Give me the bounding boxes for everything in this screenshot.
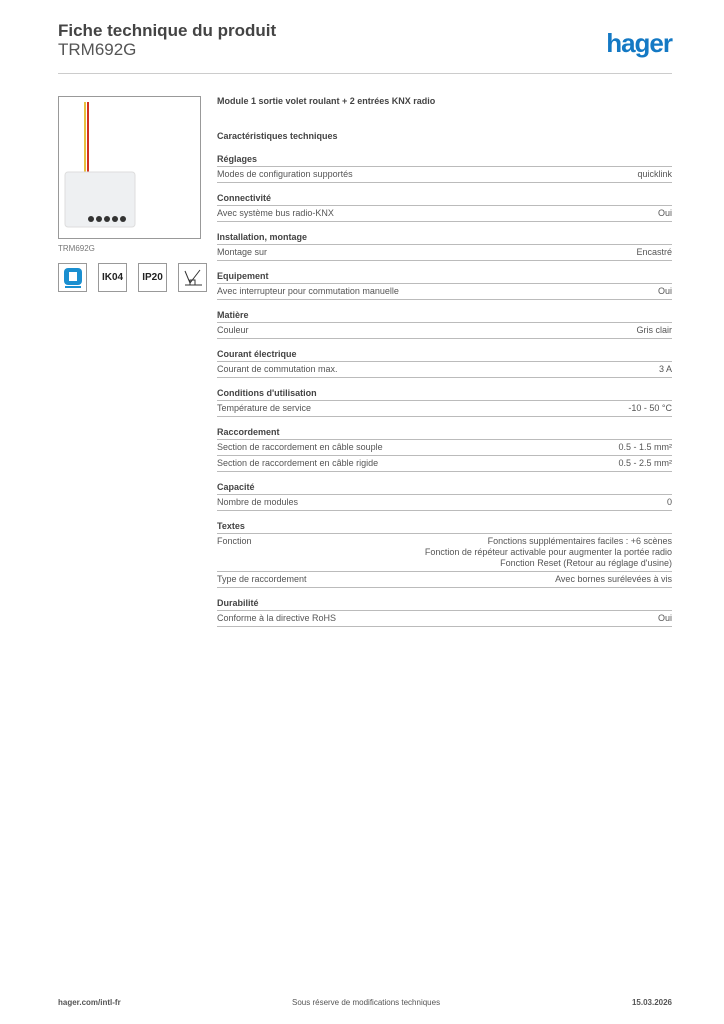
spec-section bbox=[217, 520, 672, 588]
spec-row bbox=[217, 401, 672, 417]
section-heading: Textes bbox=[217, 520, 672, 534]
spec-value: Fonctions supplémentaires faciles : +6 scènes Fonction de répéteur activable pour augmenter la portée radio Fonction Reset (Retour au réglage d'usine) bbox=[424, 536, 672, 568]
spec-section bbox=[217, 426, 672, 472]
spec-value: 0 bbox=[666, 497, 672, 507]
spec-label: Type de raccordement bbox=[217, 574, 307, 584]
spec-value: 0.5 - 2.5 mm² bbox=[618, 458, 672, 468]
spec-value: Avec bornes surélevées à vis bbox=[555, 574, 672, 584]
image-caption: TRM692G bbox=[58, 244, 95, 253]
spec-value: Gris clair bbox=[636, 325, 672, 335]
spec-section bbox=[217, 481, 672, 511]
installation-icon bbox=[178, 263, 207, 292]
spec-label: Montage sur bbox=[217, 247, 268, 257]
product-image bbox=[58, 96, 201, 239]
spec-row bbox=[217, 495, 672, 511]
product-code: TRM692G bbox=[58, 40, 137, 59]
footer-notice: Sous réserve de modifications techniques bbox=[292, 998, 441, 1007]
section-heading: Capacité bbox=[217, 481, 672, 495]
product-illustration bbox=[59, 97, 200, 238]
spec-section bbox=[217, 348, 672, 378]
section-heading: Raccordement bbox=[217, 426, 672, 440]
spec-value: Oui bbox=[657, 286, 672, 296]
website-link[interactable]: hager.com/intl-fr bbox=[58, 998, 121, 1007]
spec-label: Section de raccordement en câble rigide bbox=[217, 458, 379, 468]
spec-label: Conforme à la directive RoHS bbox=[217, 613, 337, 623]
spec-row bbox=[217, 572, 672, 588]
spec-label: Avec système bus radio-KNX bbox=[217, 208, 334, 218]
spec-row bbox=[217, 362, 672, 378]
spec-label: Fonction bbox=[217, 536, 252, 546]
spec-value: quicklink bbox=[637, 169, 672, 179]
spec-label: Avec interrupteur pour commutation manuelle bbox=[217, 286, 399, 296]
quicklink-icon bbox=[58, 263, 87, 292]
section-heading: Matière bbox=[217, 309, 672, 323]
spec-label: Section de raccordement en câble souple bbox=[217, 442, 383, 452]
spec-row bbox=[217, 206, 672, 222]
section-heading: Réglages bbox=[217, 153, 672, 167]
section-heading: Equipement bbox=[217, 270, 672, 284]
spec-label: Couleur bbox=[217, 325, 249, 335]
spec-row bbox=[217, 323, 672, 339]
spec-section bbox=[217, 309, 672, 339]
spec-section bbox=[217, 192, 672, 222]
spec-row bbox=[217, 534, 672, 572]
hager-logo: hager bbox=[606, 28, 672, 58]
section-heading: Courant électrique bbox=[217, 348, 672, 362]
spec-section bbox=[217, 270, 672, 300]
footer-date: 15.03.2026 bbox=[631, 998, 672, 1007]
spec-row bbox=[217, 611, 672, 627]
section-heading: Durabilité bbox=[217, 597, 672, 611]
section-heading: Connectivité bbox=[217, 192, 672, 206]
spec-row bbox=[217, 284, 672, 300]
spec-section bbox=[217, 597, 672, 627]
spec-value: -10 - 50 °C bbox=[628, 403, 672, 413]
section-heading: Conditions d'utilisation bbox=[217, 387, 672, 401]
spec-value: Oui bbox=[657, 208, 672, 218]
spec-row bbox=[217, 245, 672, 261]
ip20-badge: IP20 bbox=[138, 263, 167, 292]
spec-row bbox=[217, 440, 672, 456]
page-title: Fiche technique du produit bbox=[58, 21, 277, 40]
spec-label: Température de service bbox=[217, 403, 312, 413]
ik04-badge: IK04 bbox=[98, 263, 127, 292]
spec-value: 3 A bbox=[658, 364, 672, 374]
spec-section bbox=[217, 231, 672, 261]
characteristics bbox=[217, 96, 672, 636]
spec-row bbox=[217, 167, 672, 183]
product-description: Module 1 sortie volet roulant + 2 entrées KNX radio bbox=[217, 96, 436, 106]
spec-section bbox=[217, 153, 672, 183]
characteristics-title: Caractéristiques techniques bbox=[217, 131, 338, 141]
spec-section bbox=[217, 387, 672, 417]
divider bbox=[58, 73, 672, 74]
spec-value: 0.5 - 1.5 mm² bbox=[618, 442, 672, 452]
spec-value: Encastré bbox=[636, 247, 672, 257]
spec-value: Oui bbox=[657, 613, 672, 623]
spec-row bbox=[217, 456, 672, 472]
spec-label: Modes de configuration supportés bbox=[217, 169, 353, 179]
section-heading: Installation, montage bbox=[217, 231, 672, 245]
spec-label: Nombre de modules bbox=[217, 497, 299, 507]
spec-label: Courant de commutation max. bbox=[217, 364, 338, 374]
